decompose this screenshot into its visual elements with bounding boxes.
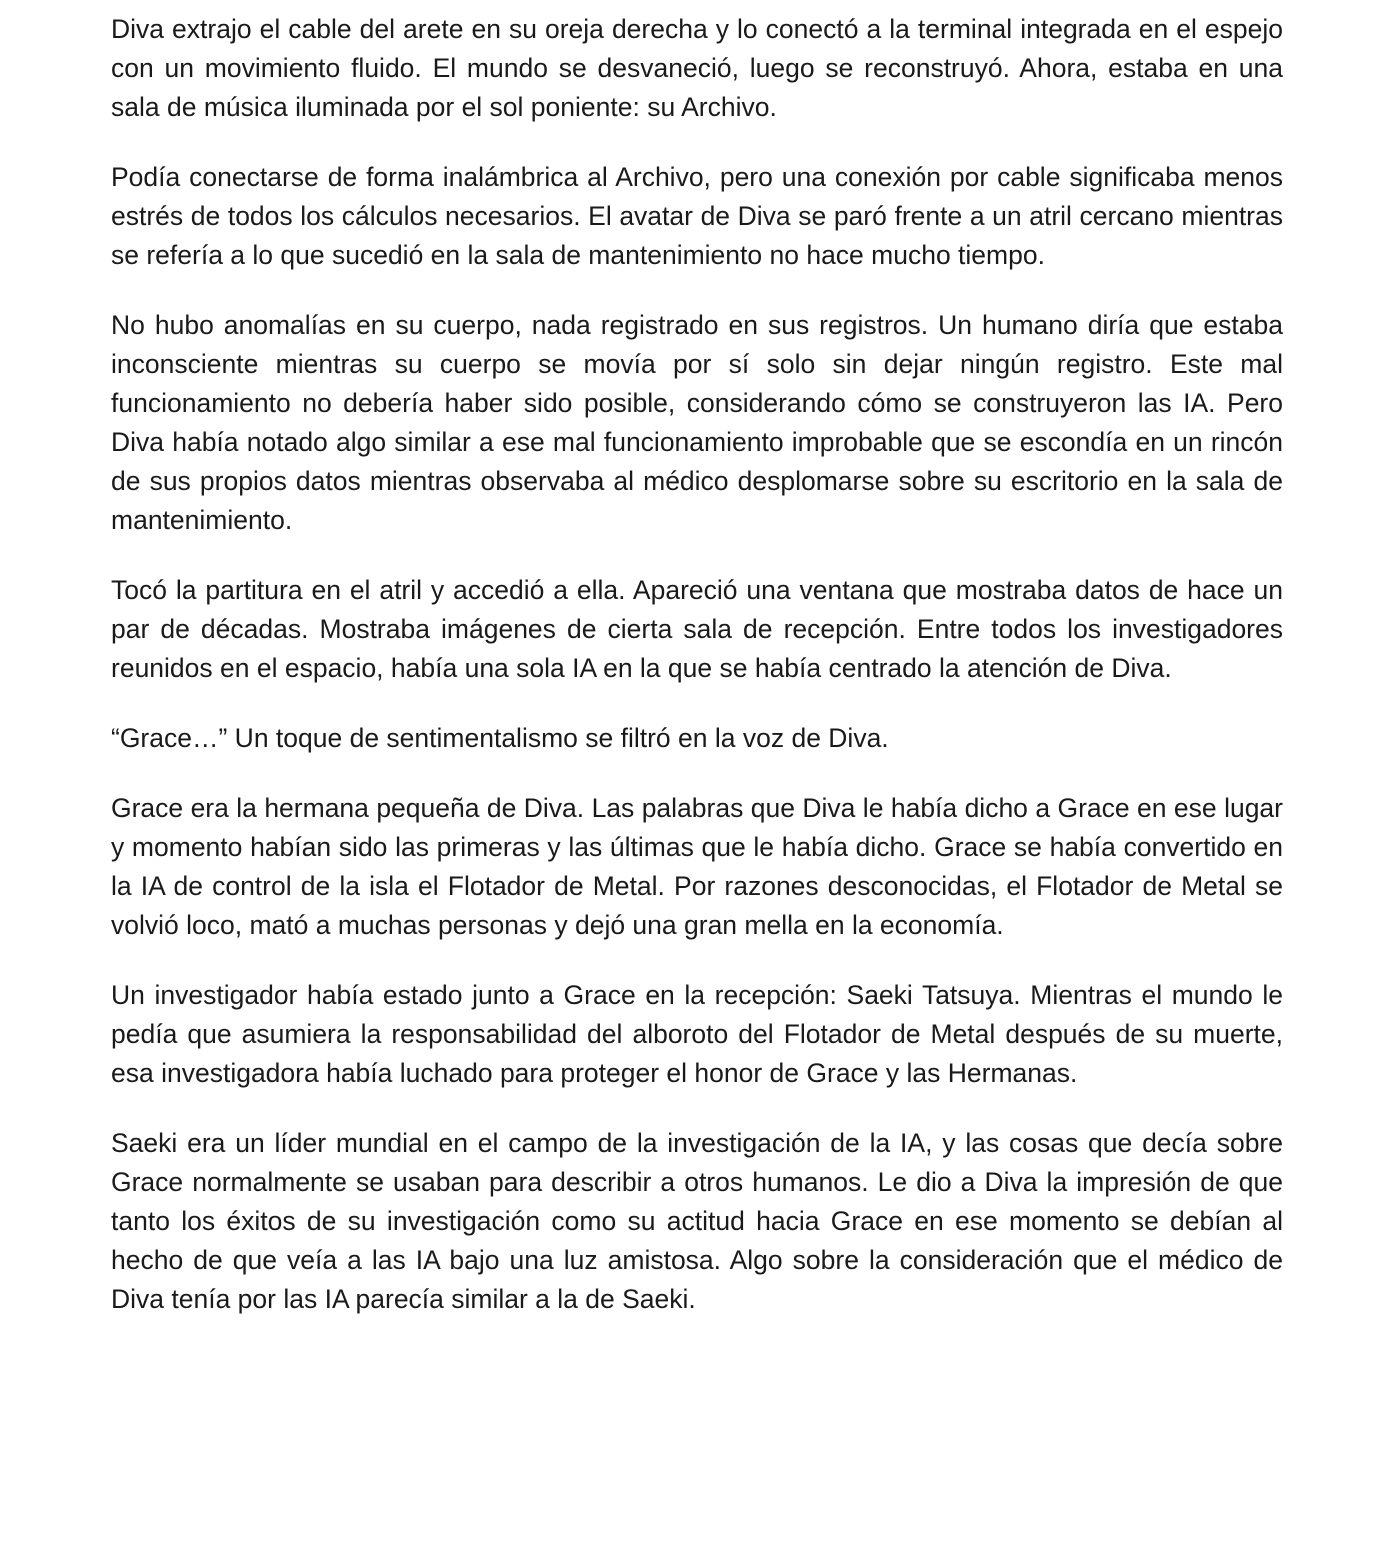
paragraph-2: Podía conectarse de forma inalámbrica al Archivo, pero una conexión por cable significaba menos estrés de todos los cálculos necesarios. El avatar de Diva se paró frente a un atril cercano mientras se refería a lo que sucedió en la sala de mantenimiento no hace mucho tiempo. <box>111 162 1283 270</box>
paragraph-3: No hubo anomalías en su cuerpo, nada registrado en sus registros. Un humano diría que estaba inconsciente mientras su cuerpo se movía por sí solo sin dejar ningún registro. Este mal funcionamiento no debería haber sido posible, considerando cómo se construyeron las IA. Pero Diva había notado algo similar a ese mal funcionamiento improbable que se escondía en un rincón de sus propios datos mientras observaba al médico desplomarse sobre su escritorio en la sala de mantenimiento. <box>111 310 1283 535</box>
paragraph-4: Tocó la partitura en el atril y accedió a ella. Apareció una ventana que mostraba datos de hace un par de décadas. Mostraba imágenes de cierta sala de recepción. Entre todos los investigadores reunidos en el espacio, había una sola IA en la que se había centrado la atención de Diva. <box>111 575 1283 683</box>
document-page <box>111 10 1283 1319</box>
paragraph-1: Diva extrajo el cable del arete en su oreja derecha y lo conectó a la terminal integrada en el espejo con un movimiento fluido. El mundo se desvaneció, luego se reconstruyó. Ahora, estaba en una sala de música iluminada por el sol poniente: su Archivo. <box>111 14 1283 122</box>
paragraph-8: Saeki era un líder mundial en el campo de la investigación de la IA, y las cosas que decía sobre Grace normalmente se usaban para describir a otros humanos. Le dio a Diva la impresión de que tanto los éxitos de su investigación como su actitud hacia Grace en ese momento se debían al hecho de que veía a las IA bajo una luz amistosa. Algo sobre la consideración que el médico de Diva tenía por las IA parecía similar a la de Saeki. <box>111 1128 1283 1314</box>
paragraph-7: Un investigador había estado junto a Grace en la recepción: Saeki Tatsuya. Mientras el mundo le pedía que asumiera la responsabilidad del alboroto del Flotador de Metal después de su muerte, esa investigadora había luchado para proteger el honor de Grace y las Hermanas. <box>111 980 1283 1088</box>
paragraph-6: Grace era la hermana pequeña de Diva. Las palabras que Diva le había dicho a Grace en ese lugar y momento habían sido las primeras y las últimas que le había dicho. Grace se había convertido en la IA de control de la isla el Flotador de Metal. Por razones desconocidas, el Flotador de Metal se volvió loco, mató a muchas personas y dejó una gran mella en la economía. <box>111 793 1283 940</box>
paragraph-5: “Grace…” Un toque de sentimentalismo se filtró en la voz de Diva. <box>111 723 889 753</box>
